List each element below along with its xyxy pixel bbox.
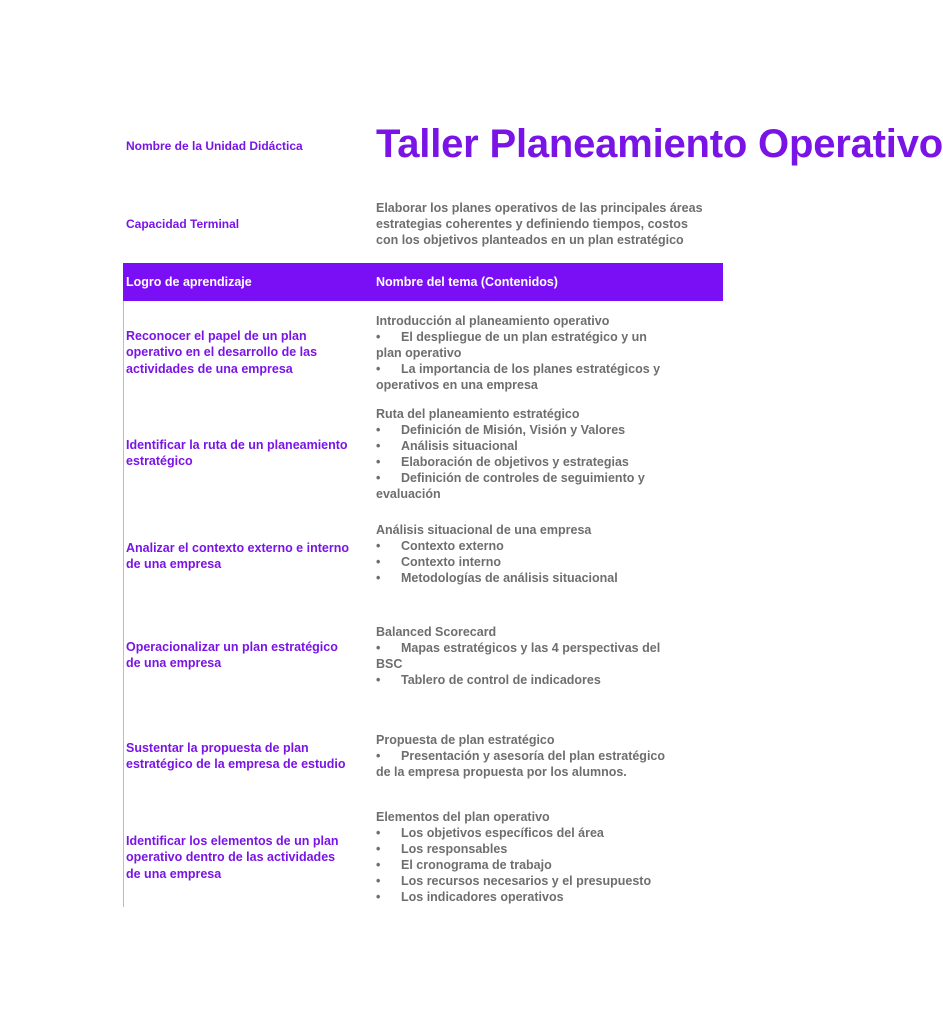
logro-line: estratégico de la empresa de estudio — [126, 757, 346, 772]
logro-cell — [126, 437, 376, 470]
tema-line — [376, 640, 716, 656]
bullet-icon: • — [376, 555, 381, 569]
capacity-line: con los objetivos planteados en un plan estratégico — [376, 233, 684, 247]
tema-text: Análisis situacional de una empresa — [376, 523, 592, 537]
logro-line: estratégico — [126, 454, 193, 469]
bullet-icon: • — [376, 330, 381, 344]
tema-text: BSC — [376, 657, 403, 671]
tema-text: La importancia de los planes estratégicos y — [401, 362, 661, 376]
tema-text: Análisis situacional — [401, 439, 518, 453]
header-tema: Nombre del tema (Contenidos) — [376, 275, 558, 289]
tema-text: Propuesta de plan estratégico — [376, 733, 555, 747]
tema-text: Los responsables — [401, 842, 508, 856]
unit-title: Taller Planeamiento Operativo — [376, 122, 943, 166]
tema-text: plan operativo — [376, 346, 462, 360]
tema-line — [376, 345, 716, 361]
logro-line: de una empresa — [126, 656, 222, 671]
tema-line — [376, 732, 716, 748]
tema-cell — [376, 624, 716, 688]
logro-cell — [126, 540, 376, 573]
bullet-icon: • — [376, 858, 381, 872]
tema-text: Mapas estratégicos y las 4 perspectivas del — [401, 641, 661, 655]
logro-line: Operacionalizar un plan estratégico — [126, 640, 338, 654]
logro-line: Identificar los elementos de un plan — [126, 834, 339, 848]
tema-text: Presentación y asesoría del plan estratégico — [401, 749, 666, 763]
tema-cell — [376, 522, 716, 586]
logro-line: operativo en el desarrollo de las — [126, 345, 318, 360]
tema-text: Introducción al planeamiento operativo — [376, 314, 610, 328]
logro-line: Analizar el contexto externo e interno — [126, 541, 349, 555]
capacity-label: Capacidad Terminal — [126, 217, 240, 231]
tema-text: Metodologías de análisis situacional — [401, 571, 618, 585]
tema-text: Definición de controles de seguimiento y — [401, 471, 645, 485]
tema-text: Los indicadores operativos — [401, 890, 564, 904]
tema-text: evaluación — [376, 487, 441, 501]
capacity-line: estrategias coherentes y definiendo tiempos, costos — [376, 217, 688, 231]
tema-text: de la empresa propuesta por los alumnos. — [376, 765, 627, 779]
tema-line — [376, 672, 716, 688]
bullet-icon: • — [376, 673, 381, 687]
tema-line — [376, 406, 716, 422]
tema-line — [376, 873, 716, 889]
bullet-icon: • — [376, 641, 381, 655]
unit-name-label: Nombre de la Unidad Didáctica — [126, 139, 303, 153]
tema-line — [376, 825, 716, 841]
tema-text: Los recursos necesarios y el presupuesto — [401, 874, 652, 888]
tema-line — [376, 656, 716, 672]
tema-cell — [376, 809, 716, 905]
tema-line — [376, 764, 716, 780]
tema-line — [376, 486, 716, 502]
tema-text: Los objetivos específicos del área — [401, 826, 604, 840]
bullet-icon: • — [376, 826, 381, 840]
tema-line — [376, 438, 716, 454]
tema-line — [376, 857, 716, 873]
tema-line — [376, 538, 716, 554]
bullet-icon: • — [376, 890, 381, 904]
logro-cell — [126, 740, 376, 773]
bullet-icon: • — [376, 423, 381, 437]
logro-line: operativo dentro de las actividades — [126, 850, 336, 865]
bullet-icon: • — [376, 471, 381, 485]
tema-text: Contexto interno — [401, 555, 501, 569]
tema-cell — [376, 313, 716, 393]
logro-cell — [126, 639, 376, 672]
tema-text: Contexto externo — [401, 539, 504, 553]
logro-line: Sustentar la propuesta de plan — [126, 741, 309, 755]
tema-line — [376, 841, 716, 857]
logro-cell — [126, 328, 376, 377]
tema-line — [376, 522, 716, 538]
bullet-icon: • — [376, 571, 381, 585]
tema-text: El cronograma de trabajo — [401, 858, 552, 872]
capacity-text — [376, 200, 776, 248]
tema-text: Balanced Scorecard — [376, 625, 497, 639]
tema-line — [376, 624, 716, 640]
tema-line — [376, 377, 716, 393]
tema-line — [376, 809, 716, 825]
tema-cell — [376, 406, 716, 502]
tema-line — [376, 313, 716, 329]
logro-line: Reconocer el papel de un plan — [126, 329, 307, 343]
logro-line: Identificar la ruta de un planeamiento — [126, 438, 348, 452]
logro-line: de una empresa — [126, 866, 222, 881]
tema-text: El despliegue de un plan estratégico y un — [401, 330, 647, 344]
bullet-icon: • — [376, 539, 381, 553]
bullet-icon: • — [376, 362, 381, 376]
bullet-icon: • — [376, 874, 381, 888]
tema-line — [376, 361, 716, 377]
tema-line — [376, 454, 716, 470]
tema-text: Elementos del plan operativo — [376, 810, 550, 824]
table-left-border — [123, 301, 124, 907]
bullet-icon: • — [376, 455, 381, 469]
tema-line — [376, 554, 716, 570]
logro-line: de una empresa — [126, 557, 222, 572]
header-logro: Logro de aprendizaje — [126, 275, 252, 289]
bullet-icon: • — [376, 749, 381, 763]
tema-text: Tablero de control de indicadores — [401, 673, 601, 687]
logro-line: actividades de una empresa — [126, 361, 293, 376]
tema-line — [376, 570, 716, 586]
capacity-line: Elaborar los planes operativos de las principales áreas — [376, 201, 703, 215]
tema-line — [376, 470, 716, 486]
tema-text: Ruta del planeamiento estratégico — [376, 407, 580, 421]
tema-line — [376, 329, 716, 345]
tema-line — [376, 748, 716, 764]
tema-text: operativos en una empresa — [376, 378, 538, 392]
bullet-icon: • — [376, 842, 381, 856]
bullet-icon: • — [376, 439, 381, 453]
logro-cell — [126, 833, 376, 882]
tema-text: Definición de Misión, Visión y Valores — [401, 423, 626, 437]
tema-text: Elaboración de objetivos y estrategias — [401, 455, 629, 469]
tema-line — [376, 422, 716, 438]
tema-cell — [376, 732, 716, 780]
tema-line — [376, 889, 716, 905]
